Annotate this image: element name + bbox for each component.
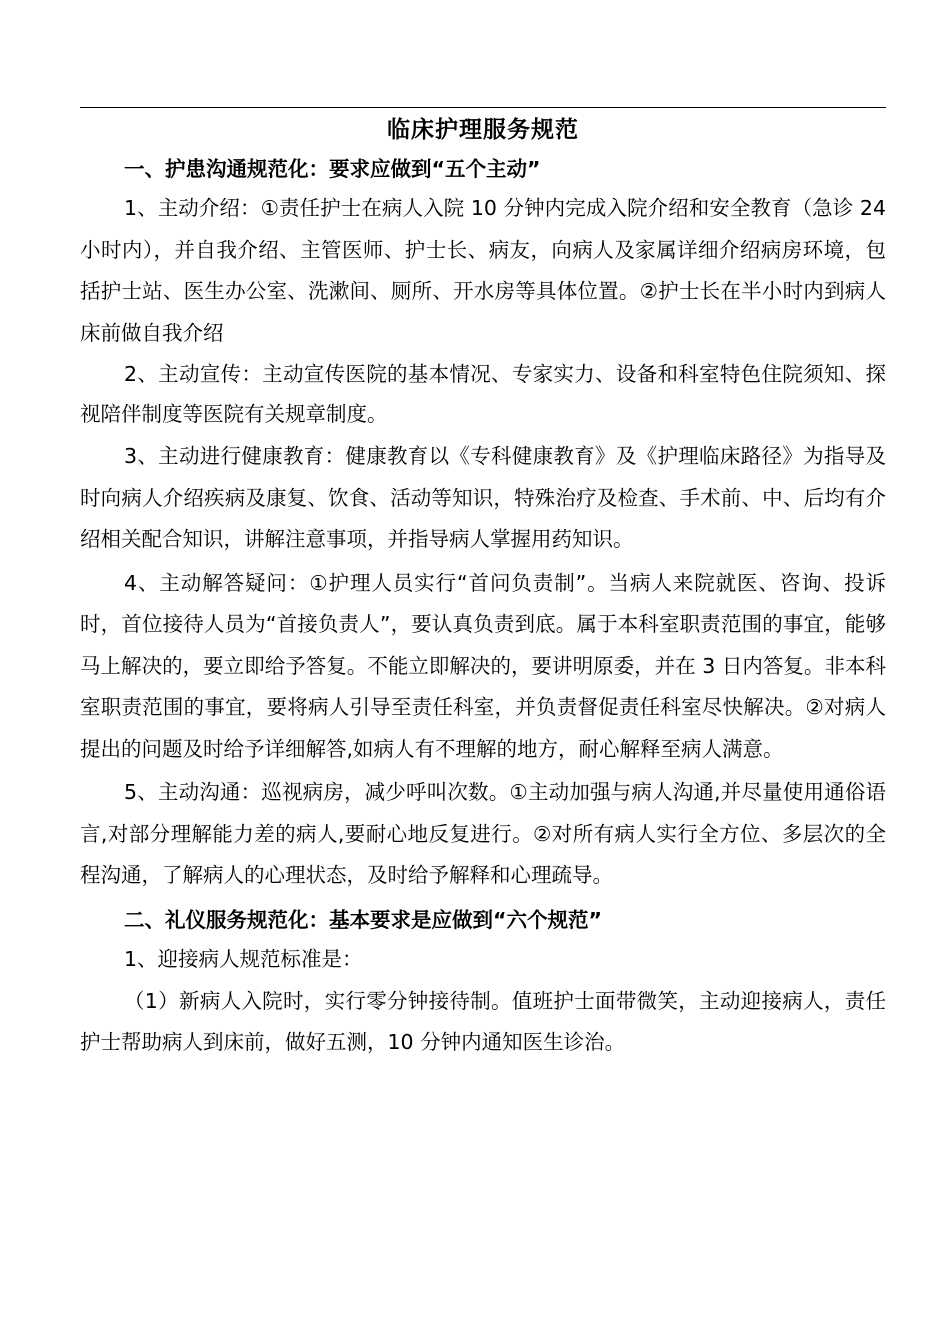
document-title: 临床护理服务规范 [387, 117, 579, 143]
section-heading-etiquette: 二、礼仪服务规范化：基本要求是应做到“六个规范” [124, 907, 602, 932]
paragraph-answer-questions: 4、主动解答疑问：①护理人员实行“首问负责制”。当病人来院就医、咨询、投诉时，首位接待人员为“首接负责人”，要认真负责到底。属于本科室职责范围的事宜，能够马上解决的，要立即给予答复。不能立即解决的，要讲明原委，并在 3 日内答复。非本科室职责范围的事宜，要将病人引导至责任科室，并负责督促责任科室尽快解决。②对病人提出的问题及时给予详细解答,如病人有不理解的地方，耐心解释至病人满意。 [80, 570, 886, 761]
paragraph-new-patient-admission: （1）新病人入院时，实行零分钟接待制。值班护士面带微笑，主动迎接病人，责任护士帮助病人到床前，做好五测，10 分钟内通知医生诊治。 [80, 988, 886, 1054]
paragraph-active-communication: 5、主动沟通：巡视病房，减少呼叫次数。①主动加强与病人沟通,并尽量使用通俗语言,对部分理解能力差的病人,要耐心地反复进行。②对所有病人实行全方位、多层次的全程沟通，了解病人的心理状态，及时给予解释和心理疏导。 [80, 780, 886, 887]
paragraph-active-introduction: 1、主动介绍：①责任护士在病人入院 10 分钟内完成入院介绍和安全教育（急诊 24 小时内），并自我介绍、主管医师、护士长、病友，向病人及家属详细介绍病房环境，包括护士站、医生办公室、洗漱间、厕所、开水房等具体位置。②护士长在半小时内到病人床前做自我介绍 [80, 196, 886, 345]
document-body [80, 110, 886, 1064]
paragraph-active-publicity: 2、主动宣传：主动宣传医院的基本情况、专家实力、设备和科室特色住院须知、探视陪伴制度等医院有关规章制度。 [80, 362, 886, 426]
paragraph-reception-standard: 1、迎接病人规范标准是： [124, 946, 363, 971]
paragraph-health-education: 3、主动进行健康教育：健康教育以《专科健康教育》及《护理临床路径》为指导及时向病人介绍疾病及康复、饮食、活动等知识，特殊治疗及检查、手术前、中、后均有介绍相关配合知识，讲解注意事项，并指导病人掌握用药知识。 [80, 444, 886, 551]
header-rule [80, 107, 886, 108]
section-heading-communication: 一、护患沟通规范化：要求应做到“五个主动” [124, 157, 541, 181]
